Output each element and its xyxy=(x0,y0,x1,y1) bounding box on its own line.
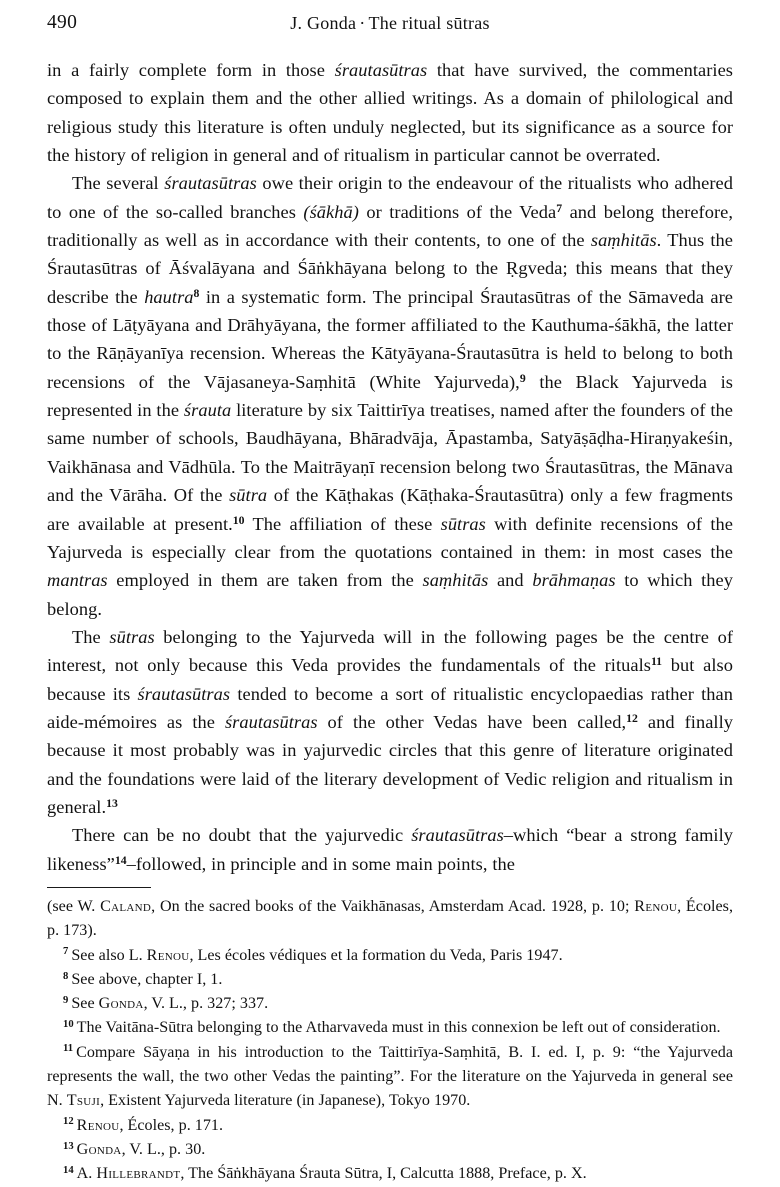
footnote-number: 11 xyxy=(63,1043,74,1055)
text-run: , On the sacred books of the Vaikhānasas, Amsterdam Acad. 1928, p. 10; xyxy=(151,897,635,915)
footnote-reference-9: 9 xyxy=(519,371,526,385)
text-run: literature by six Taittirīya treatises, named after the founders of the same number of schools, Baudhāyana, Bhāradvāja, Āpastamba, Satyāṣāḍha-Hiraṇyakeśin, Vaikhānasa and Vādhūla. To the Maitrāyaṇī recension belong two Śrautasūtras, the Mānava and the Vārāha. Of the xyxy=(47,400,733,506)
footnote-13 xyxy=(47,1138,733,1162)
text-run: The several xyxy=(72,173,165,194)
text-run: , Les écoles védiques et la formation du Veda, Paris 1947. xyxy=(189,946,563,964)
italic-term: (śākhā) xyxy=(303,201,359,222)
text-run: Compare Sāyaṇa in his introduction to the Taittirīya-Saṃhitā, B. I. ed. I, p. 9: “the Yajurveda represents the wall, the two other Vedas the painting”. For the literature on the Yajurveda in general see N. xyxy=(47,1043,733,1110)
author-name-smallcaps: Gonda xyxy=(76,1140,122,1158)
footnote-11 xyxy=(47,1041,733,1114)
author-name-smallcaps: Renou xyxy=(634,897,678,915)
footnote-reference-10: 10 xyxy=(232,513,245,527)
footnote-reference-12: 12 xyxy=(626,711,638,725)
text-run: , V. L., p. 327; 337. xyxy=(143,995,269,1013)
footnote-9 xyxy=(47,992,733,1016)
running-head xyxy=(47,12,733,48)
body-text xyxy=(47,56,733,878)
footnote-10 xyxy=(47,1016,733,1040)
para-1 xyxy=(47,56,733,169)
author-name-smallcaps: Renou xyxy=(146,946,190,964)
text-run: to which they belong. xyxy=(47,570,733,619)
text-run: and xyxy=(488,570,533,591)
text-run: The affiliation of these xyxy=(244,513,441,534)
text-run: The xyxy=(72,626,110,647)
text-run: tended to become a sort of ritualistic encyclopaedias rather than aide-mémoires as the xyxy=(47,683,733,732)
text-run: belonging to the Yajurveda will in the following pages be the centre of interest, not only because this Veda provides the fundamentals of the rituals xyxy=(47,626,733,676)
author-name-smallcaps: Renou xyxy=(76,1116,120,1134)
text-run: and finally because it most probably was in yajurvedic circles that this genre of literature originated and the foundations were laid of the literary development of Vedic religion and ritualism in general. xyxy=(47,711,733,817)
text-run: , The Śāṅkhāyana Śrauta Sūtra, I, Calcutta 1888, Preface, p. X. xyxy=(180,1165,587,1183)
footnote-reference-13: 13 xyxy=(106,796,118,810)
footnote-number: 10 xyxy=(63,1019,74,1031)
footnote-number: 7 xyxy=(63,946,69,958)
author-name-smallcaps: Hillebrandt xyxy=(96,1165,181,1183)
italic-term: saṃhitās xyxy=(422,570,489,591)
text-run: but also because its xyxy=(47,655,733,704)
footnote-number: 13 xyxy=(63,1140,74,1152)
italic-term: saṃhitās xyxy=(590,230,657,251)
author-name-smallcaps: Caland xyxy=(100,897,152,915)
text-run: There can be no doubt that the yajurvedic xyxy=(72,825,412,846)
footnote-8 xyxy=(47,968,733,992)
italic-term: mantras xyxy=(47,570,108,591)
text-run: with definite recensions of the Yajurveda is especially clear from the quotations contained in them: in most cases the xyxy=(47,513,733,562)
italic-term: sūtras xyxy=(109,626,155,647)
italic-term: sūtras xyxy=(440,513,486,534)
text-run: of the Kāṭhakas (Kāṭhaka-Śrautasūtra) only a few fragments are available at present. xyxy=(47,485,733,534)
italic-term: śrautasūtras xyxy=(224,711,318,732)
footnotes-section xyxy=(47,895,733,1187)
author-name-smallcaps: Tsuji xyxy=(66,1092,101,1110)
para-3 xyxy=(47,623,733,821)
footnote-number: 8 xyxy=(63,970,69,982)
text-run: in a systematic form. The principal Śrautasūtras of the Sāmaveda are those of Lāṭyāyana and Drāhyāyana, the former affiliated to the Kauthuma-śākhā, the latter to the Rāṇāyanīya recension. Whereas the Kātyāyana-Śrautasūtra is held to belong to both recensions of the Vājasaneya-Saṃhitā (White Yajurveda), xyxy=(47,286,733,392)
footnote-separator-rule xyxy=(47,887,151,888)
italic-term: sūtra xyxy=(229,485,268,506)
footnote-continued xyxy=(47,895,733,944)
text-run: that have survived, the commentaries composed to explain them and the other allied writings. As a domain of philological and religious study this literature is often unduly neglected, but its significance as a source for the history of religion in general and of ritualism in particular cannot be overrated. xyxy=(47,60,734,166)
text-run: The Vaitāna-Sūtra belonging to the Atharvaveda must in this connexion be left out of consideration. xyxy=(76,1019,721,1037)
italic-term: śrautasūtras xyxy=(137,683,231,704)
page xyxy=(0,12,780,1183)
footnote-number: 14 xyxy=(63,1164,74,1176)
text-run: , Écoles, p. 171. xyxy=(119,1116,224,1134)
footnote-reference-11: 11 xyxy=(650,655,663,669)
text-run: , Écoles, p. 173). xyxy=(47,897,733,940)
footnote-number: 12 xyxy=(63,1116,74,1128)
text-run: owe their origin to the endeavour of the ritualists who adhered to one of the so-called branches xyxy=(47,173,733,222)
text-run: in a fairly complete form in those xyxy=(47,60,335,80)
para-2 xyxy=(47,169,733,623)
text-run: , Existent Yajurveda literature (in Japanese), Tokyo 1970. xyxy=(100,1092,471,1110)
italic-term: śrautasūtras xyxy=(164,173,257,194)
footnote-reference-7: 7 xyxy=(556,201,563,215)
footnote-reference-14: 14 xyxy=(114,853,127,867)
page-number: 490 xyxy=(47,12,78,33)
italic-term: śrautasūtras xyxy=(411,825,504,846)
text-run: . Thus the Śrautasūtras of Āśvalāyana and Śāṅkhāyana belong to the Ṛgveda; this means that they describe the xyxy=(47,230,733,307)
text-run: , V. L., p. 30. xyxy=(121,1140,206,1158)
text-run: A. xyxy=(76,1165,97,1183)
running-head-separator: · xyxy=(359,13,366,33)
text-run: See xyxy=(71,995,99,1013)
text-run: employed in them are taken from the xyxy=(107,570,423,591)
text-run: the Black Yajurveda is represented in the xyxy=(47,371,733,421)
text-run: of the other Vedas have been called, xyxy=(317,711,627,732)
footnote-7 xyxy=(47,944,733,968)
text-run: or traditions of the Veda xyxy=(358,201,557,222)
italic-term: śrauta xyxy=(183,400,232,421)
footnote-number: 9 xyxy=(63,994,69,1006)
running-head-title xyxy=(47,13,733,34)
running-head-work: The ritual sūtras xyxy=(368,13,490,33)
footnote-reference-8: 8 xyxy=(193,286,200,300)
text-run: (see W. xyxy=(47,897,101,915)
italic-term: brāhmaṇas xyxy=(532,570,616,591)
para-4 xyxy=(47,821,733,878)
italic-term: śrautasūtras xyxy=(334,60,428,80)
italic-term: hautra xyxy=(144,286,194,307)
running-head-author: J. Gonda xyxy=(290,13,357,33)
text-run: and belong therefore, traditionally as well as in accordance with their contents, to one of the xyxy=(47,201,733,251)
footnote-12 xyxy=(47,1114,733,1138)
author-name-smallcaps: Gonda xyxy=(98,995,144,1013)
text-run: See above, chapter I, 1. xyxy=(71,970,223,988)
text-run: –which “bear a strong family likeness” xyxy=(47,825,733,874)
footnote-14 xyxy=(47,1162,733,1186)
text-run: –followed, in principle and in some main points, the xyxy=(126,853,515,874)
text-run: See also L. xyxy=(71,946,147,964)
